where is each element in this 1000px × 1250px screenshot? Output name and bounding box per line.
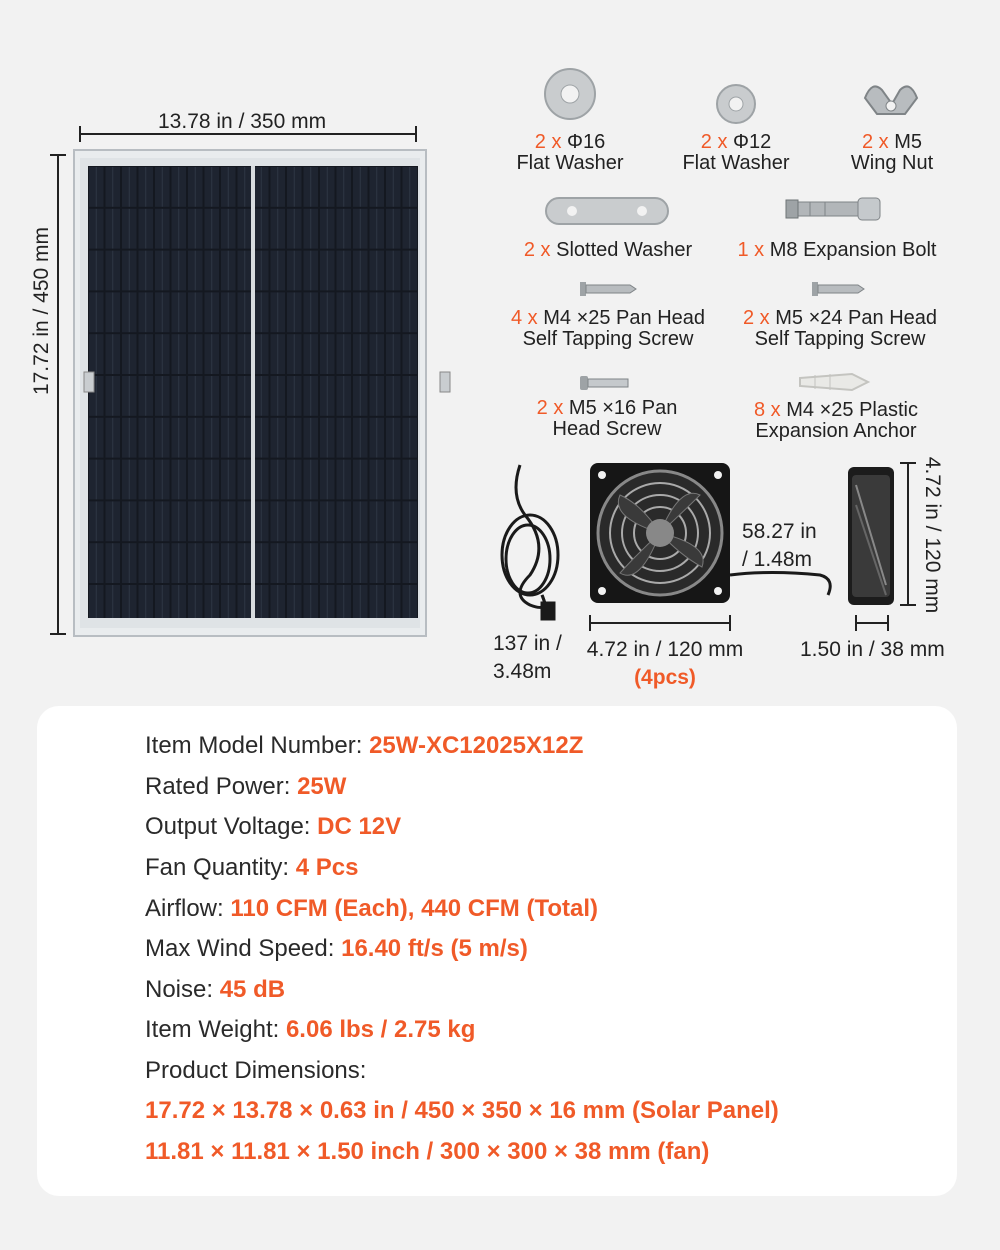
tapping-screw-left-icon [580, 282, 636, 296]
spec-dimensions-solar-panel: 17.72 × 13.78 × 0.63 in / 450 × 350 × 16 mm (Solar Panel) [145, 1097, 779, 1124]
spec-max-wind-speed: Max Wind Speed: 16.40 ft/s (5 m/s) [145, 935, 528, 962]
fan-quantity-label: (4pcs) [634, 666, 696, 689]
spec-item-weight: Item Weight: 6.06 lbs / 2.75 kg [145, 1016, 476, 1043]
specifications-card [37, 706, 957, 1196]
part-label-washer-12: 2 x Φ12 Flat Washer [682, 131, 790, 174]
tapping-screw-right-icon [812, 282, 864, 296]
part-label-expansion-bolt: 1 x M8 Expansion Bolt [737, 239, 937, 261]
part-label-washer-16: 2 x Φ16 Flat Washer [516, 131, 624, 174]
plastic-anchor-icon [800, 374, 868, 390]
slotted-washer-icon [546, 198, 668, 224]
pan-head-screw-icon [580, 376, 628, 390]
fan-side-icon [848, 467, 894, 605]
fan-height-dimension-line [900, 463, 916, 605]
fan-width-label: 4.72 in / 120 mm [586, 638, 744, 661]
fan-depth-dimension-line [856, 615, 888, 631]
part-label-m5-pan-screw: 2 x M5 ×16 Pan Head Screw [536, 397, 678, 440]
panel-width-label: 13.78 in / 350 mm [158, 110, 327, 133]
fan-cord-length-label: 58.27 in / 1.48m [742, 520, 817, 571]
solar-panel-figure [0, 0, 480, 650]
spec-dimensions-fan: 11.81 × 11.81 × 1.50 inch / 300 × 300 × 38 mm (fan) [145, 1138, 710, 1165]
spec-output-voltage: Output Voltage: DC 12V [145, 813, 402, 840]
part-label-slotted-washer: 2 x Slotted Washer [523, 239, 693, 261]
fan-depth-label: 1.50 in / 38 mm [800, 638, 945, 661]
flat-washer-small-icon [717, 85, 755, 123]
cable-coil-icon [502, 465, 558, 619]
spec-rated-power: Rated Power: 25W [145, 773, 347, 800]
panel-height-label: 17.72 in / 450 mm [30, 226, 53, 396]
cable-length-label: 137 in / 3.48m [493, 632, 562, 683]
fan-width-dimension-line [590, 615, 730, 631]
part-label-plastic-anchor: 8 x M4 ×25 Plastic Expansion Anchor [754, 399, 918, 442]
part-label-m5-tapping-screw: 2 x M5 ×24 Pan Head Self Tapping Screw [742, 307, 938, 350]
spec-model-number: Item Model Number: 25W-XC12025X12Z [145, 732, 584, 759]
spec-airflow: Airflow: 110 CFM (Each), 440 CFM (Total) [145, 895, 598, 922]
flat-washer-large-icon [545, 69, 595, 119]
expansion-bolt-icon [786, 198, 880, 220]
fan-and-cable-figure [480, 455, 980, 635]
part-label-wing-nut: 2 x M5 Wing Nut [850, 131, 934, 174]
spec-fan-quantity: Fan Quantity: 4 Pcs [145, 854, 359, 881]
fan-height-label: 4.72 in / 120 mm [921, 456, 944, 614]
wing-nut-icon [865, 86, 917, 114]
spec-noise: Noise: 45 dB [145, 976, 286, 1003]
fan-front-icon [590, 463, 730, 603]
spec-product-dimensions-heading: Product Dimensions: [145, 1057, 367, 1084]
part-label-m4-screw: 4 x M4 ×25 Pan Head Self Tapping Screw [510, 307, 706, 350]
